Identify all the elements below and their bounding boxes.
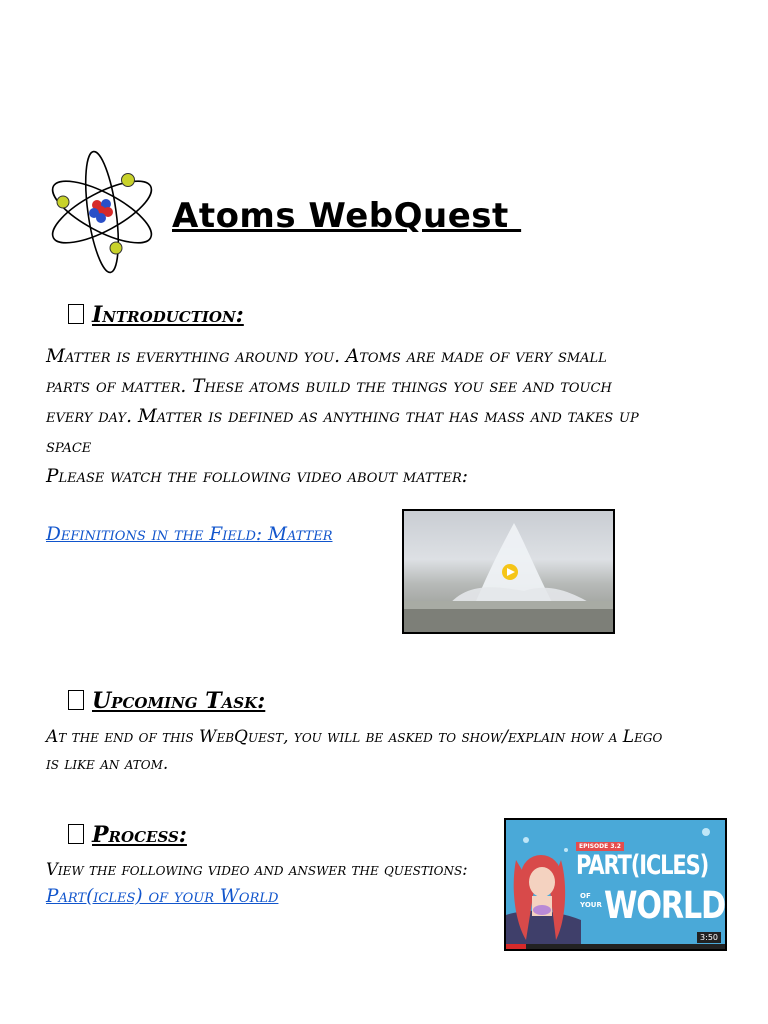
particles-video-thumbnail[interactable] (504, 818, 727, 951)
video-title-top: PART(ICLES) (576, 850, 709, 881)
video-duration: 3:50 (697, 932, 721, 943)
process-heading-label: Process: (92, 822, 187, 848)
checkbox-icon (68, 824, 84, 844)
paragraph-line: parts of matter. These atoms build the things you see and touch (46, 376, 612, 397)
process-heading (68, 822, 187, 848)
introduction-heading-label: Introduction: (92, 302, 244, 328)
upcoming-task-heading (68, 688, 265, 714)
paragraph-line: At the end of this WebQuest, you will be asked to show/explain how a Lego (46, 727, 663, 747)
geyser-image (404, 511, 615, 634)
video-title-of-your: OF YOUR (580, 892, 602, 909)
checkbox-icon (68, 690, 84, 710)
introduction-heading (68, 302, 244, 328)
upcoming-task-heading-label: Upcoming Task: (92, 688, 266, 714)
page-title: Atoms WebQuest (172, 196, 522, 236)
paragraph-line: Please watch the following video about matter: (46, 466, 468, 487)
process-instruction: View the following video and answer the questions: (46, 860, 468, 879)
paragraph-line: space (46, 436, 92, 457)
video-title-bottom: WORLD (604, 884, 725, 927)
checkbox-icon (68, 304, 84, 324)
upcoming-task-paragraph (46, 724, 736, 778)
introduction-paragraph (46, 342, 736, 492)
episode-badge: EPISODE 3.2 (576, 842, 624, 851)
paragraph-line: is like an atom. (46, 754, 169, 774)
paragraph-line: every day. Matter is defined as anything that has mass and takes up (46, 406, 639, 427)
paragraph-line: Matter is everything around you. Atoms are made of very small (46, 346, 607, 367)
atom-logo-icon (44, 148, 164, 278)
particles-video-link[interactable]: Part(icles) of your World (46, 886, 279, 907)
matter-video-link[interactable]: Definitions in the Field: Matter (46, 524, 333, 545)
matter-video-thumbnail[interactable] (402, 509, 615, 634)
